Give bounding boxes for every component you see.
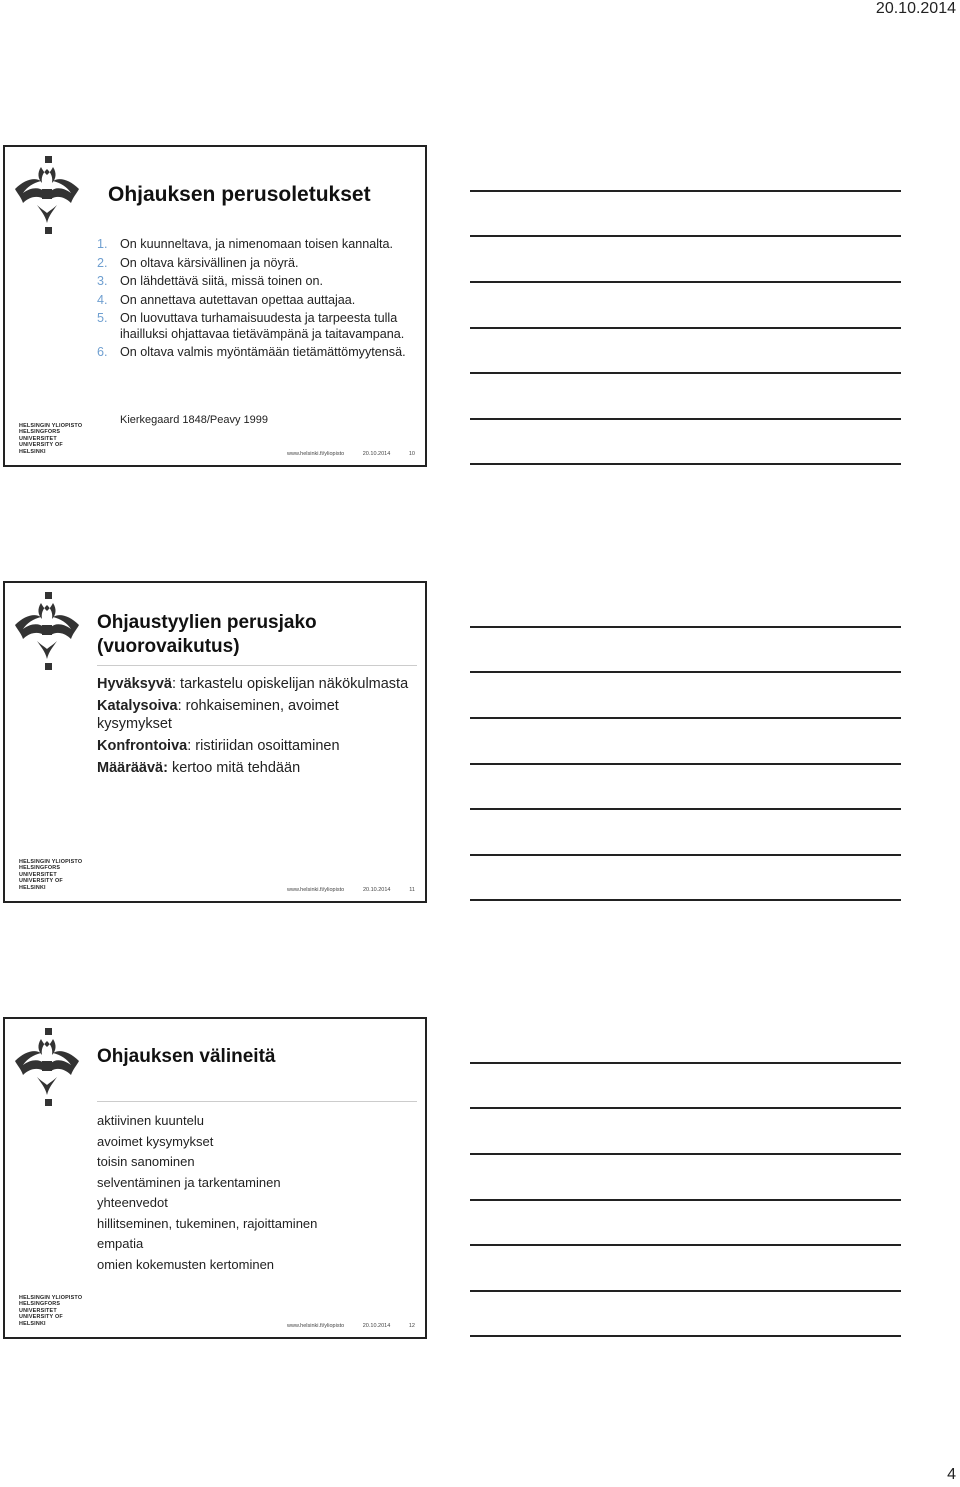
logo-line: HELSINGIN YLIOPISTO	[19, 1294, 83, 1301]
style-term: Katalysoiva	[97, 698, 178, 714]
logo-line: HELSINGFORS UNIVERSITET	[19, 1301, 61, 1314]
slide-title	[97, 611, 317, 659]
university-logo-text	[19, 1295, 89, 1328]
logo-line: UNIVERSITY OF HELSINKI	[19, 1314, 63, 1327]
slide-title: Ohjauksen perusoletukset	[108, 183, 371, 206]
list-item: yhteenvedot	[97, 1195, 168, 1210]
style-description: : rohkaiseminen, avoimet kysymykset	[97, 698, 339, 732]
list-text: On annettava autettavan opettaa auttajaa.	[120, 292, 356, 307]
list-number: 6.	[97, 345, 108, 359]
list-item	[97, 311, 417, 342]
footer-date: 20.10.2014	[362, 451, 391, 457]
logo-line: UNIVERSITY OF HELSINKI	[19, 878, 63, 891]
list-item	[97, 759, 417, 777]
style-term: Konfrontoiva	[97, 738, 188, 754]
logo-line: HELSINGFORS UNIVERSITET	[19, 429, 61, 442]
list-item: omien kokemusten kertominen	[97, 1256, 275, 1272]
title-divider	[97, 665, 417, 666]
slide-title: Ohjauksen välineitä	[97, 1046, 276, 1067]
university-flame-logo-icon	[11, 1025, 83, 1109]
list-item: avoimet kysymykset	[97, 1133, 214, 1149]
style-description: kertoo mitä tehdään	[167, 760, 301, 776]
style-description: : tarkastelu opiskelijan näkökulmasta	[172, 676, 409, 692]
list-text: On oltava valmis myöntämään tietämättömyytensä.	[120, 345, 406, 359]
style-description: : ristiriidan osoittaminen	[187, 738, 340, 754]
footer-url: www.helsinki.fi/yliopisto	[287, 887, 345, 893]
list-number: 3.	[97, 274, 108, 288]
list-item	[97, 675, 417, 693]
slide-footer	[287, 451, 415, 457]
footer-url: www.helsinki.fi/yliopisto	[287, 1323, 345, 1329]
list-text: On oltava kärsivällinen ja nöyrä.	[120, 255, 299, 270]
slide-title-line: Ohjaustyylien perusjako	[97, 612, 317, 633]
list-number: 4.	[97, 292, 108, 307]
list-item	[97, 256, 417, 272]
logo-line: HELSINGIN YLIOPISTO	[19, 422, 83, 429]
page-header-date: 20.10.2014	[875, 0, 956, 17]
list-number: 2.	[97, 255, 108, 270]
citation: Kierkegaard 1848/Peavy 1999	[120, 414, 268, 426]
list-number: 5.	[97, 311, 108, 325]
list-item: empatia	[97, 1236, 144, 1251]
footer-date: 20.10.2014	[362, 887, 391, 893]
slide-12	[3, 1017, 427, 1339]
university-flame-logo-icon	[11, 153, 83, 237]
logo-line: HELSINGIN YLIOPISTO	[19, 858, 83, 865]
page-number: 4	[947, 1466, 956, 1483]
guidance-tools-list	[97, 1111, 417, 1275]
logo-line: HELSINGFORS UNIVERSITET	[19, 865, 61, 878]
university-logo-text	[19, 423, 89, 456]
list-item	[97, 345, 417, 361]
list-item	[97, 237, 417, 253]
list-item	[97, 293, 417, 309]
university-flame-logo-icon	[11, 589, 83, 673]
logo-line: UNIVERSITY OF HELSINKI	[19, 442, 63, 455]
slide-number: 11	[409, 887, 415, 893]
list-item	[97, 737, 417, 755]
footer-url: www.helsinki.fi/yliopisto	[287, 451, 345, 457]
style-term: Määräävä:	[97, 760, 168, 776]
slide-10	[3, 145, 427, 467]
style-term: Hyväksyvä	[97, 676, 172, 692]
title-divider	[97, 1101, 417, 1102]
slide-footer	[287, 1323, 415, 1329]
list-item	[97, 697, 417, 733]
slide-title-line: (vuorovaikutus)	[97, 636, 240, 657]
assumption-list	[97, 237, 417, 364]
list-text: On kuunneltava, ja nimenomaan toisen kannalta.	[120, 237, 394, 251]
list-number: 1.	[97, 237, 108, 251]
slide-number: 12	[408, 1323, 415, 1329]
list-item: hillitseminen, tukeminen, rajoittaminen	[97, 1215, 318, 1231]
list-text: On luovuttava turhamaisuudesta ja tarpeesta tulla ihailluksi ohjattavaa tietävämpänä ja taitavampana.	[120, 311, 405, 341]
guidance-styles-list	[97, 675, 417, 781]
list-item: selventäminen ja tarkentaminen	[97, 1174, 281, 1190]
list-item: toisin sanominen	[97, 1154, 195, 1169]
slide-11	[3, 581, 427, 903]
footer-date: 20.10.2014	[362, 1323, 391, 1329]
slide-footer	[287, 887, 415, 893]
list-item: aktiivinen kuuntelu	[97, 1113, 204, 1128]
slide-number: 10	[408, 451, 415, 457]
list-item	[97, 274, 417, 290]
university-logo-text	[19, 859, 89, 892]
list-text: On lähdettävä siitä, missä toinen on.	[120, 274, 324, 288]
